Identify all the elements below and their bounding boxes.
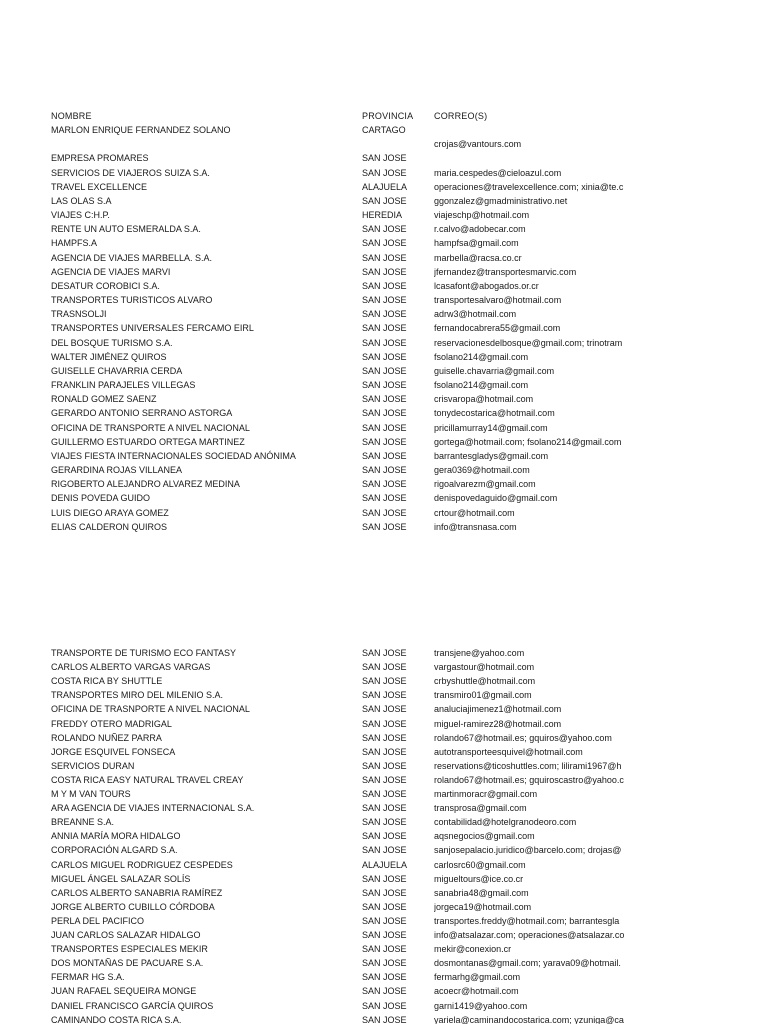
contact-email: crisvaropa@hotmail.com [434, 394, 534, 405]
contact-name: DEL BOSQUE TURISMO S.A. [51, 337, 173, 348]
contact-name: GERARDO ANTONIO SERRANO ASTORGA [51, 408, 233, 419]
contact-province: SAN JOSE [362, 845, 407, 856]
table-row [0, 279, 768, 293]
table-row [0, 350, 768, 364]
contact-email: transportes.freddy@hotmail.com; barrantesgla [434, 915, 620, 926]
contact-province: SAN JOSE [362, 887, 407, 898]
contact-province: SAN JOSE [362, 266, 407, 277]
contact-email: fermarhg@gmail.com [434, 972, 521, 983]
contact-province: SAN JOSE [362, 831, 407, 842]
contact-name: HAMPFS.A [51, 238, 98, 249]
contact-email: aqsnegocios@gmail.com [434, 831, 535, 842]
contact-email: barrantesgladys@gmail.com [434, 450, 549, 461]
contact-province: SAN JOSE [362, 676, 407, 687]
contact-email: r.calvo@adobecar.com [434, 224, 526, 235]
contact-province: SAN JOSE [362, 167, 407, 178]
contact-name: DOS MONTAÑAS DE PACUARE S.A. [51, 958, 204, 969]
contact-email: transprosa@gmail.com [434, 803, 527, 814]
contact-email: fernandocabrera55@gmail.com [434, 323, 561, 334]
contact-province: SAN JOSE [362, 789, 407, 799]
contact-email: carlosrc60@gmail.com [434, 859, 526, 870]
contact-name: TRANSPORTES TURISTICOS ALVARO [51, 295, 213, 306]
contact-province: SAN JOSE [362, 280, 407, 291]
contact-name: M Y M VAN TOURS [51, 789, 131, 799]
table-row [0, 900, 768, 914]
contact-email: transjene@yahoo.com [434, 648, 525, 658]
contact-province: ALAJUELA [362, 181, 408, 192]
contact-email: jfernandez@transportesmarvic.com [434, 266, 577, 277]
contact-name: FREDDY OTERO MADRIGAL [51, 718, 172, 729]
contact-province: SAN JOSE [362, 930, 407, 940]
contact-name: SERVICIOS DURAN [51, 760, 135, 771]
contact-name: GUISELLE CHAVARRIA CERDA [51, 365, 183, 376]
contact-email: fsolano214@gmail.com [434, 380, 529, 391]
table-row [0, 491, 768, 505]
contact-province: SAN JOSE [362, 817, 407, 828]
table-row [0, 942, 768, 956]
table-row [0, 378, 768, 392]
contact-province: HEREDIA [362, 210, 403, 221]
contact-name: OFICINA DE TRANSPORTE A NIVEL NACIONAL [51, 422, 250, 433]
contact-email: info@transnasa.com [434, 521, 517, 532]
contact-name: RENTE UN AUTO ESMERALDA S.A. [51, 224, 201, 235]
table-row [0, 392, 768, 406]
contact-name: PERLA DEL PACIFICO [51, 915, 145, 926]
contact-email: tonydecostarica@hotmail.com [434, 408, 555, 419]
contact-province: SAN JOSE [362, 479, 407, 490]
contact-province: SAN JOSE [362, 153, 407, 164]
table-row [0, 236, 768, 250]
contact-name: DESATUR COROBICI S.A. [51, 280, 160, 291]
table-row [0, 702, 768, 716]
contact-name: VIAJES FIESTA INTERNACIONALES SOCIEDAD ANÓNIMA [51, 450, 296, 461]
contact-email: mekir@conexion.cr [434, 944, 512, 955]
contact-email: operaciones@travelexcellence.com; xinia@te.c [434, 181, 624, 192]
contact-email: acoecr@hotmail.com [434, 986, 519, 997]
contact-province: SAN JOSE [362, 958, 407, 969]
contact-name: MARLON ENRIQUE FERNANDEZ SOLANO [51, 125, 231, 135]
contact-email: analuciajimenez1@hotmail.com [434, 704, 562, 715]
table-row [0, 421, 768, 435]
contact-name: JUAN RAFAEL SEQUEIRA MONGE [51, 986, 197, 997]
contact-email: sanjosepalacio.juridico@barcelo.com; drojas@ [434, 845, 622, 856]
contact-email: fsolano214@gmail.com [434, 351, 529, 362]
contact-name: TRANSPORTES ESPECIALES MEKIR [51, 944, 208, 955]
table-row [0, 321, 768, 335]
contact-province: SAN JOSE [362, 351, 407, 362]
table-row [0, 773, 768, 787]
contact-province: SAN JOSE [362, 944, 407, 955]
contact-province: SAN JOSE [362, 337, 407, 348]
contact-email: autotransporteesquivel@hotmail.com [434, 746, 583, 757]
contact-province: SAN JOSE [362, 662, 407, 673]
contact-name: EMPRESA PROMARES [51, 153, 149, 164]
contact-name: JUAN CARLOS SALAZAR HIDALGO [51, 930, 201, 940]
contact-email: garni1419@yahoo.com [434, 1000, 528, 1011]
contact-name: JORGE ALBERTO CUBILLO CÓRDOBA [51, 901, 215, 912]
table-row [0, 731, 768, 745]
table-row [0, 688, 768, 702]
contact-province: CARTAGO [362, 125, 406, 135]
contact-email: gera0369@hotmail.com [434, 465, 530, 476]
contact-province: SAN JOSE [362, 1000, 407, 1011]
table-row [0, 293, 768, 307]
contact-name: CARLOS MIGUEL RODRIGUEZ CESPEDES [51, 859, 233, 870]
contact-province: SAN JOSE [362, 718, 407, 729]
contact-name: AGENCIA DE VIAJES MARVI [51, 266, 171, 277]
contact-email: reservations@ticoshuttles.com; lilirami1967@h [434, 760, 622, 771]
contact-province: ALAJUELA [362, 859, 408, 870]
contact-province: SAN JOSE [362, 436, 407, 447]
table-row [0, 674, 768, 688]
table-row [0, 137, 768, 151]
contact-email: crtour@hotmail.com [434, 507, 515, 518]
contact-name: JORGE ESQUIVEL FONSECA [51, 746, 176, 757]
table-row [0, 984, 768, 998]
contact-email: marbella@racsa.co.cr [434, 252, 522, 263]
contact-email: guiselle.chavarria@gmail.com [434, 365, 555, 376]
contact-email: crojas@vantours.com [434, 139, 522, 150]
contact-name: MIGUEL ÁNGEL SALAZAR SOLÍS [51, 873, 191, 884]
contact-name: BREANNE S.A. [51, 817, 115, 828]
contact-province: SAN JOSE [362, 521, 407, 532]
contact-province: SAN JOSE [362, 450, 407, 461]
contact-name: ROLANDO NUÑEZ PARRA [51, 732, 162, 743]
contact-name: COSTA RICA EASY NATURAL TRAVEL CREAY [51, 774, 244, 785]
table-row [0, 166, 768, 180]
table-row [0, 956, 768, 970]
contact-name: RIGOBERTO ALEJANDRO ALVAREZ MEDINA [51, 479, 240, 490]
contact-province: SAN JOSE [362, 901, 407, 912]
table-row [0, 435, 768, 449]
contact-email: lcasafont@abogados.or.cr [434, 280, 539, 291]
contact-province: SAN JOSE [362, 915, 407, 926]
table-row [0, 858, 768, 872]
contact-name: FRANKLIN PARAJELES VILLEGAS [51, 380, 196, 391]
contact-name: RONALD GOMEZ SAENZ [51, 394, 157, 405]
contact-province: SAN JOSE [362, 238, 407, 249]
contact-email: crbyshuttle@hotmail.com [434, 676, 536, 687]
contact-email: yariela@caminandocostarica.com; yzuniga@ca [434, 1014, 624, 1024]
contact-province: SAN JOSE [362, 690, 407, 701]
contact-province: SAN JOSE [362, 465, 407, 476]
contact-name: VIAJES C:H.P. [51, 210, 110, 221]
table-row [0, 364, 768, 378]
contact-province: SAN JOSE [362, 507, 407, 518]
contact-email: reservacionesdelbosque@gmail.com; trinotram [434, 337, 623, 348]
contact-province: SAN JOSE [362, 972, 407, 983]
contact-province: SAN JOSE [362, 422, 407, 433]
table-row [0, 336, 768, 350]
contact-province: SAN JOSE [362, 295, 407, 306]
contact-province: SAN JOSE [362, 803, 407, 814]
contact-email: migueltours@ice.co.cr [434, 873, 524, 884]
table-row [0, 208, 768, 222]
table-row [0, 646, 768, 660]
table-row [0, 717, 768, 731]
table-row [0, 222, 768, 236]
contact-email: viajeschp@hotmail.com [434, 210, 530, 221]
contact-name: TRANSPORTES MIRO DEL MILENIO S.A. [51, 690, 224, 701]
contact-email: denispovedaguido@gmail.com [434, 493, 558, 504]
contact-email: rigoalvarezm@gmail.com [434, 479, 536, 490]
contact-province: SAN JOSE [362, 648, 407, 658]
contact-province: SAN JOSE [362, 380, 407, 391]
column-header-email: CORREO(S) [434, 111, 488, 121]
contact-province: SAN JOSE [362, 774, 407, 785]
table-row [0, 801, 768, 815]
contact-province: SAN JOSE [362, 309, 407, 320]
contact-email: ggonzalez@gmadministrativo.net [434, 195, 568, 206]
contact-province: SAN JOSE [362, 493, 407, 504]
table-row [0, 265, 768, 279]
contact-name: TRASNSOLJI [51, 309, 107, 320]
contact-email: contabilidad@hotelgranodeoro.com [434, 817, 577, 828]
contact-name: AGENCIA DE VIAJES MARBELLA. S.A. [51, 252, 213, 263]
contact-name: ELIAS CALDERON QUIROS [51, 521, 168, 532]
contact-email: info@atsalazar.com; operaciones@atsalazar.co [434, 930, 625, 940]
contact-province: SAN JOSE [362, 986, 407, 997]
contact-province: SAN JOSE [362, 323, 407, 334]
contact-name: COSTA RICA BY SHUTTLE [51, 676, 163, 687]
table-row [0, 151, 768, 165]
contact-province: SAN JOSE [362, 394, 407, 405]
table-row [0, 886, 768, 900]
contact-name: CORPORACIÓN ALGARD S.A. [51, 845, 178, 856]
table-row [0, 999, 768, 1013]
contact-province: SAN JOSE [362, 224, 407, 235]
contact-province: SAN JOSE [362, 195, 407, 206]
contact-name: CAMINANDO COSTA RICA S.A. [51, 1014, 182, 1024]
table-row [0, 307, 768, 321]
table-row [0, 463, 768, 477]
table-row [0, 787, 768, 801]
contact-email: rolando67@hotmail.es; gquiroscastro@yahoo.c [434, 774, 624, 785]
contact-name: CARLOS ALBERTO SANABRIA RAMÍREZ [51, 887, 223, 898]
contact-province: SAN JOSE [362, 365, 407, 376]
contact-email: jorgeca19@hotmail.com [434, 901, 532, 912]
table-row [0, 194, 768, 208]
contact-email: sanabria48@gmail.com [434, 887, 529, 898]
table-row [0, 520, 768, 534]
contact-name: DANIEL FRANCISCO GARCÍA QUIROS [51, 1000, 214, 1011]
contact-name: TRANSPORTES UNIVERSALES FERCAMO EIRL [51, 323, 254, 334]
contact-name: ARA AGENCIA DE VIAJES INTERNACIONAL S.A. [51, 803, 255, 814]
contact-name: TRANSPORTE DE TURISMO ECO FANTASY [51, 648, 237, 658]
contact-province: SAN JOSE [362, 408, 407, 419]
contact-email: dosmontanas@gmail.com; yarava09@hotmail. [434, 958, 621, 969]
table-row [0, 829, 768, 843]
contact-name: TRAVEL EXCELLENCE [51, 181, 148, 192]
contact-email: transportesalvaro@hotmail.com [434, 295, 562, 306]
table-row [0, 406, 768, 420]
column-header-name: NOMBRE [51, 111, 92, 121]
contact-province: SAN JOSE [362, 760, 407, 771]
table-row [0, 449, 768, 463]
contact-email: martinmoracr@gmail.com [434, 789, 538, 799]
table-row [0, 872, 768, 886]
table-row [0, 843, 768, 857]
table-header [0, 109, 768, 123]
column-header-province: PROVINCIA [362, 111, 414, 121]
table-row [0, 1013, 768, 1024]
table-row [0, 914, 768, 928]
table-row [0, 759, 768, 773]
table-row [0, 660, 768, 674]
contact-province: SAN JOSE [362, 746, 407, 757]
contact-name: GERARDINA ROJAS VILLANEA [51, 465, 183, 476]
contact-email: hampfsa@gmail.com [434, 238, 519, 249]
contact-name: LUIS DIEGO ARAYA GOMEZ [51, 507, 169, 518]
contact-email: maria.cespedes@cieloazul.com [434, 167, 562, 178]
contact-province: SAN JOSE [362, 704, 407, 715]
contact-email: adrw3@hotmail.com [434, 309, 517, 320]
contact-name: DENIS POVEDA GUIDO [51, 493, 151, 504]
contact-province: SAN JOSE [362, 1014, 407, 1024]
contact-province: SAN JOSE [362, 732, 407, 743]
table-row [0, 745, 768, 759]
contact-email: vargastour@hotmail.com [434, 662, 535, 673]
table-row [0, 506, 768, 520]
contact-email: miguel-ramirez28@hotmail.com [434, 718, 562, 729]
contact-name: GUILLERMO ESTUARDO ORTEGA MARTINEZ [51, 436, 245, 447]
contact-email: transmiro01@gmail.com [434, 690, 532, 701]
contact-name: OFICINA DE TRASNPORTE A NIVEL NACIONAL [51, 704, 250, 715]
table-row [0, 970, 768, 984]
table-row [0, 180, 768, 194]
contact-name: WALTER JIMÉNEZ QUIROS [51, 351, 167, 362]
contact-name: FERMAR HG S.A. [51, 972, 125, 983]
contact-province: SAN JOSE [362, 252, 407, 263]
contact-email: gortega@hotmail.com; fsolano214@gmail.com [434, 436, 622, 447]
contact-province: SAN JOSE [362, 873, 407, 884]
table-row [0, 928, 768, 942]
table-row [0, 477, 768, 491]
contact-name: CARLOS ALBERTO VARGAS VARGAS [51, 662, 211, 673]
contact-name: LAS OLAS S.A [51, 195, 112, 206]
table-row [0, 815, 768, 829]
contact-name: SERVICIOS DE VIAJEROS SUIZA S.A. [51, 167, 210, 178]
contact-email: rolando67@hotmail.es; gquiros@yahoo.com [434, 732, 612, 743]
contact-email: pricillamurray14@gmail.com [434, 422, 548, 433]
table-row [0, 123, 768, 137]
contact-name: ANNIA MARÍA MORA HIDALGO [51, 831, 181, 842]
table-row [0, 251, 768, 265]
